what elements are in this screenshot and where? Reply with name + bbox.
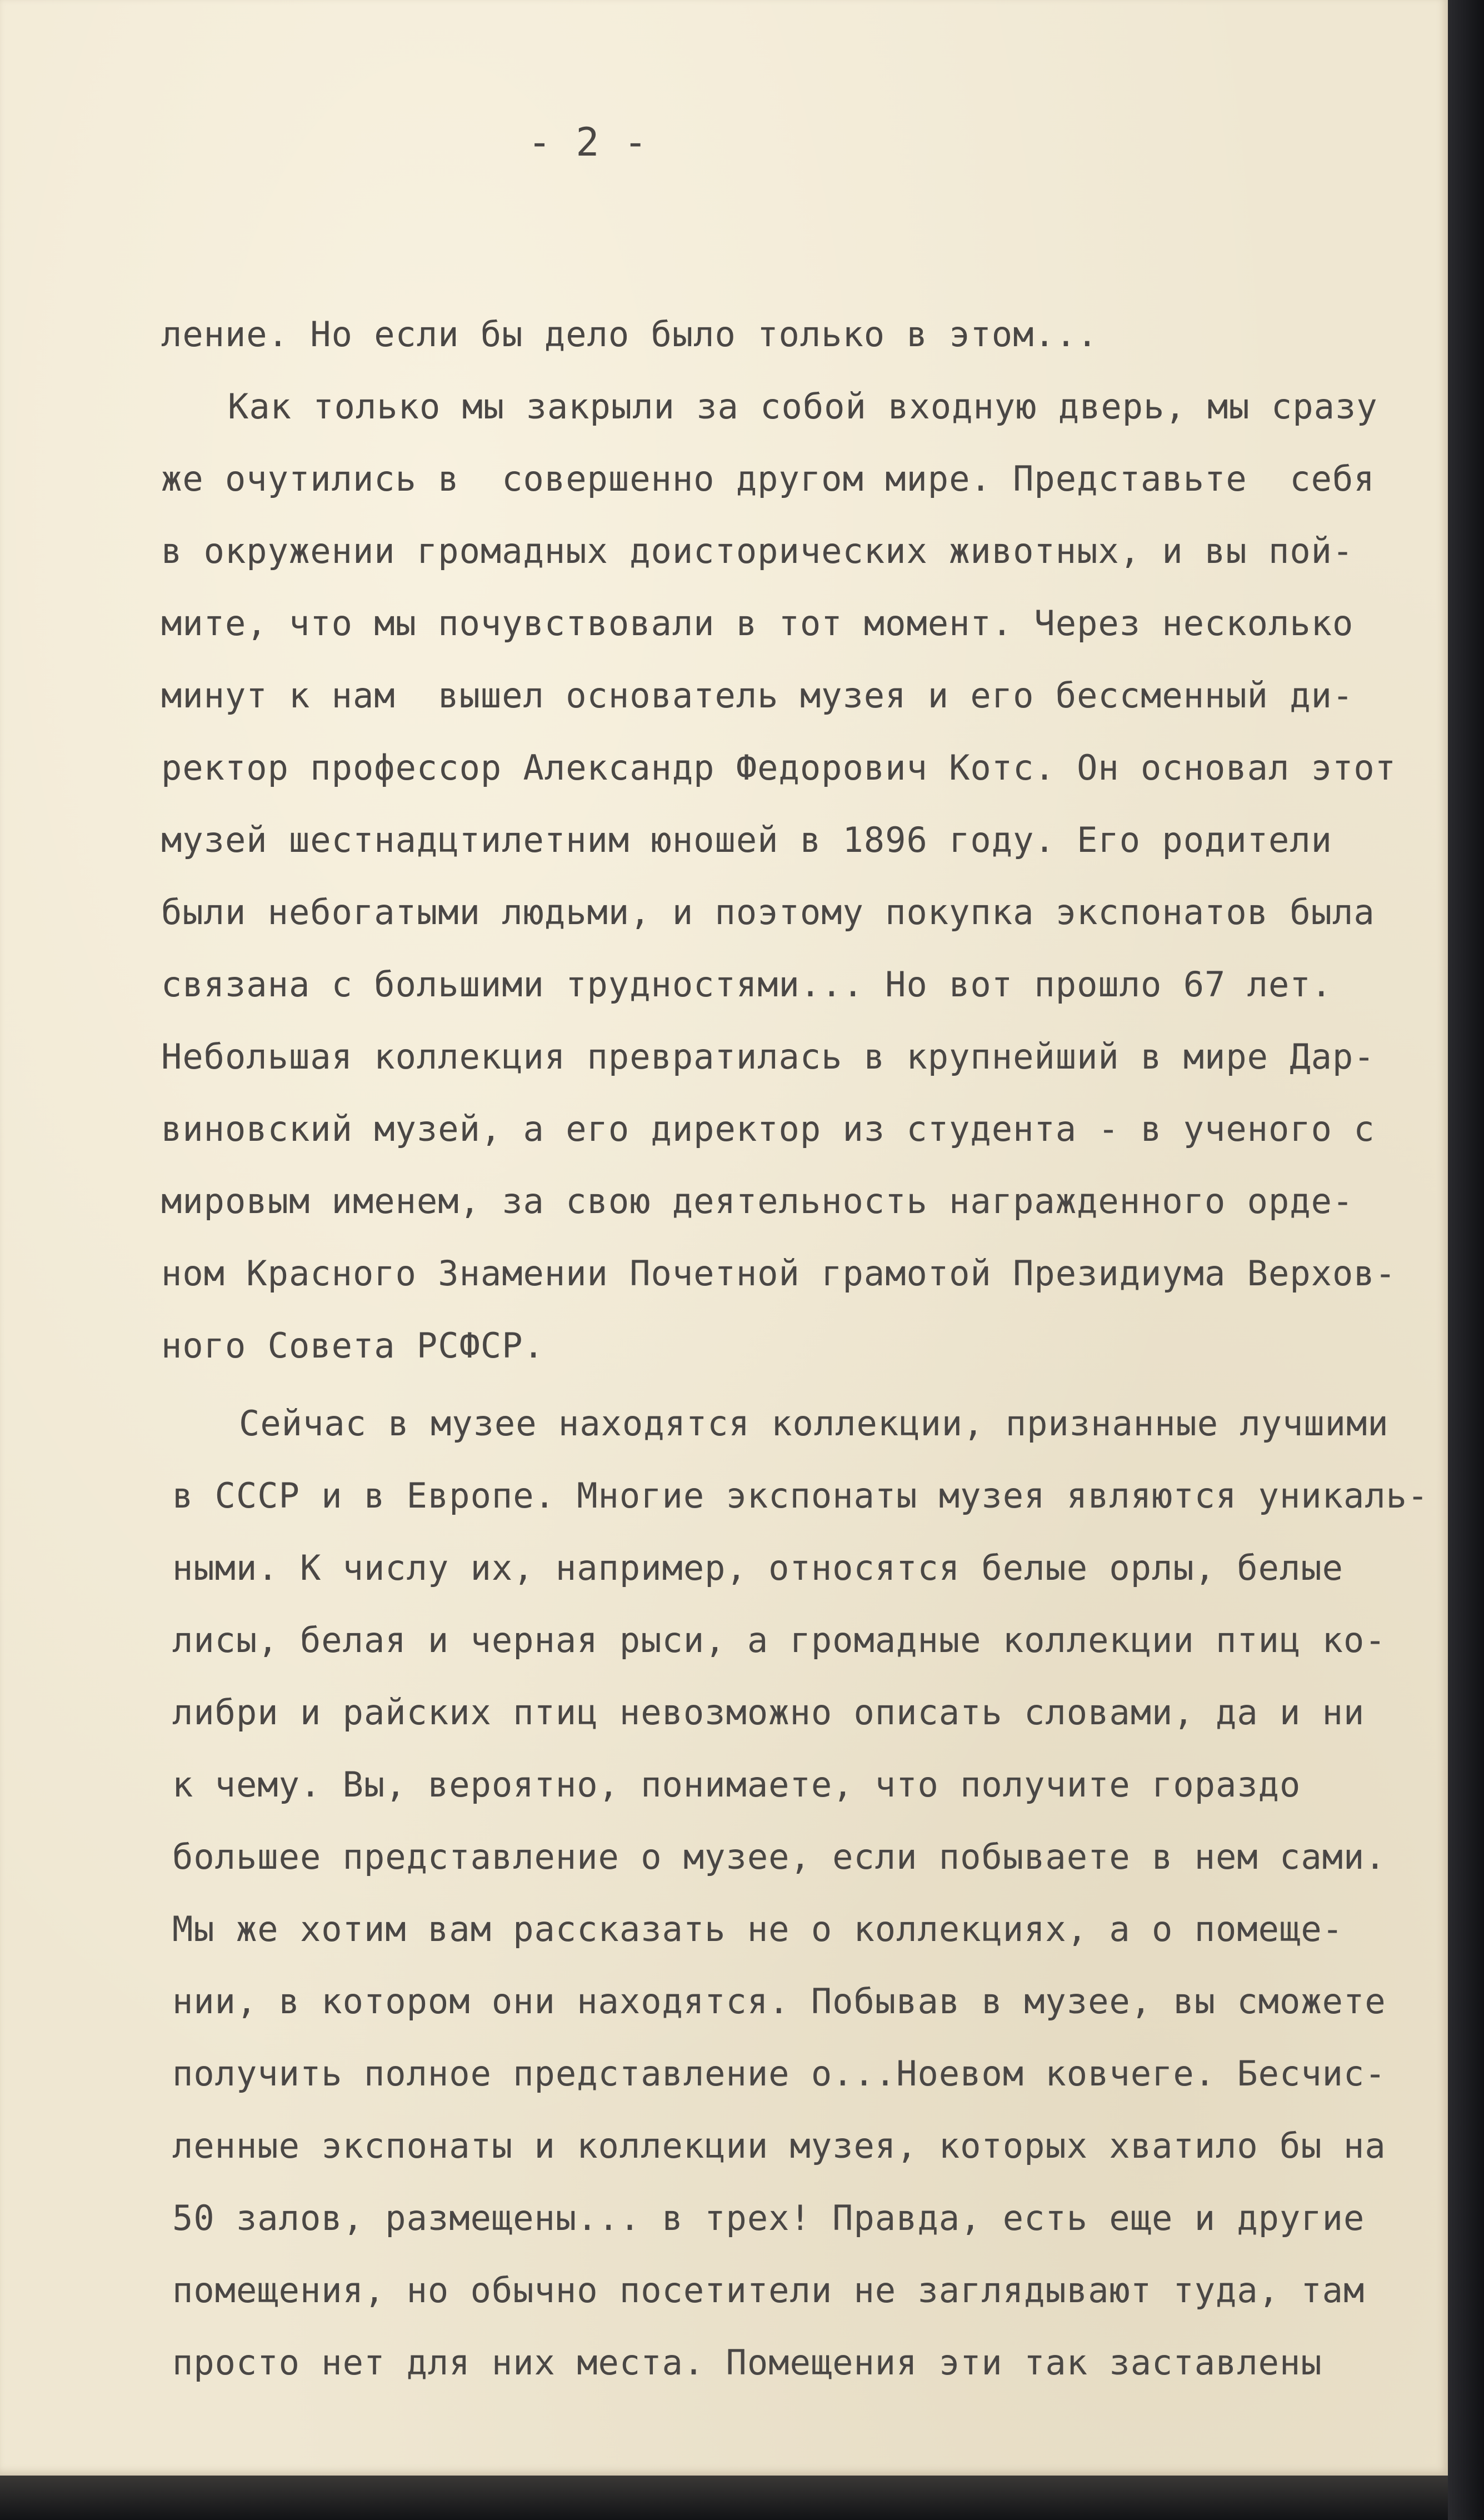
scan-background-right	[1448, 0, 1484, 2520]
text-line: мировым именем, за свою деятельность награжденного орде-	[161, 1181, 1354, 1221]
text-line: мите, что мы почувствовали в тот момент. Через несколько	[161, 603, 1354, 643]
text-line: Как только мы закрыли за собой входную дверь, мы сразу	[228, 386, 1378, 427]
text-line: ректор профессор Александр Федорович Котс. Он основал этот	[161, 747, 1396, 788]
text-line: ном Красного Знамении Почетной грамотой Президиума Верхов-	[161, 1253, 1396, 1294]
text-line: Сейчас в музее находятся коллекции, признанные лучшими	[239, 1403, 1389, 1444]
page-number: - 2 -	[528, 119, 648, 165]
text-line: ленные экспонаты и коллекции музея, которых хватило бы на	[172, 2125, 1386, 2166]
text-line: нии, в котором они находятся. Побывав в музее, вы сможете	[172, 1981, 1386, 2022]
text-line: Небольшая коллекция превратилась в крупнейший в мире Дар-	[161, 1036, 1375, 1077]
text-line: в СССР и в Европе. Многие экспонаты музея являются уникаль-	[172, 1475, 1429, 1516]
text-line: музей шестнадцтилетним юношей в 1896 году. Его родители	[161, 820, 1332, 860]
text-line: большее представление о музее, если побываете в нем сами.	[172, 1837, 1386, 1877]
text-line: получить полное представление о...Ноевом ковчеге. Бесчис-	[172, 2053, 1386, 2094]
text-line: просто нет для них места. Помещения эти так заставлены	[172, 2342, 1322, 2383]
text-line: ными. К числу их, например, относятся белые орлы, белые	[172, 1548, 1343, 1588]
text-line: 50 залов, размещены... в трех! Правда, есть еще и другие	[172, 2198, 1365, 2238]
text-line: минут к нам вышел основатель музея и его бессменный ди-	[161, 675, 1354, 716]
text-line: связана с большими трудностями... Но вот прошло 67 лет.	[161, 964, 1332, 1005]
text-line: лисы, белая и черная рыси, а громадные коллекции птиц ко-	[172, 1620, 1386, 1660]
text-line: либри и райских птиц невозможно описать словами, да и ни	[172, 1692, 1365, 1733]
text-line: были небогатыми людьми, и поэтому покупка экспонатов была	[161, 892, 1375, 932]
text-line: виновский музей, а его директор из студента - в ученого с	[161, 1109, 1375, 1149]
text-line: помещения, но обычно посетители не заглядывают туда, там	[172, 2270, 1365, 2311]
text-line: к чему. Вы, вероятно, понимаете, что получите гораздо	[172, 1764, 1301, 1805]
scan-background-bottom	[0, 2476, 1448, 2520]
text-line: Мы же хотим вам рассказать не о коллекциях, а о помеще-	[172, 1909, 1343, 1949]
text-line: ление. Но если бы дело было только в этом...	[161, 314, 1098, 355]
text-line: ного Совета РСФСР.	[161, 1325, 544, 1366]
text-line: же очутились в совершенно другом мире. Представьте себя	[161, 458, 1375, 499]
text-line: в окружении громадных доисторических животных, и вы пой-	[161, 531, 1354, 571]
